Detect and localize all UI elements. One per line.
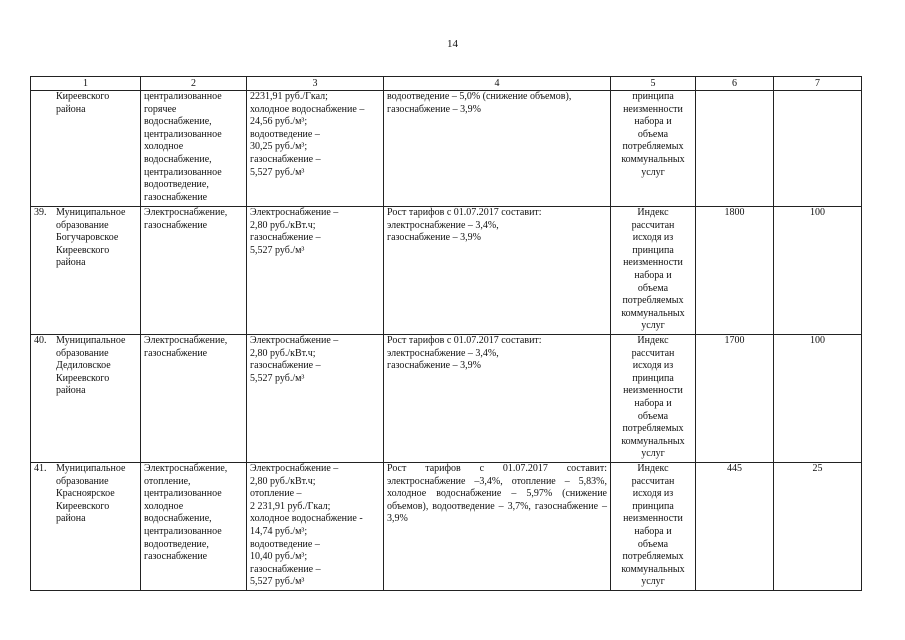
growth-cell: Рост тарифов с 01.07.2017 составит: электроснабжение – 3,4%, газоснабжение – 3,9% xyxy=(384,335,611,463)
index-cell: принципа неизменности набора и объема потребляемых коммунальных услуг xyxy=(611,91,696,207)
services-cell: Электроснабжение, газоснабжение xyxy=(141,207,247,335)
municipality-name: Муниципальное образование Богучаровское Киреевского района xyxy=(56,207,126,269)
tariffs-cell: Электроснабжение – 2,80 руб./кВт.ч; газоснабжение – 5,527 руб./м³ xyxy=(247,335,384,463)
municipality-name: Киреевского района xyxy=(56,91,110,115)
tariffs-cell: Электроснабжение – 2,80 руб./кВт.ч; газоснабжение – 5,527 руб./м³ xyxy=(247,207,384,335)
column-header: 2 xyxy=(141,77,247,91)
col6-cell xyxy=(696,91,774,207)
row-number xyxy=(34,91,56,116)
col6-cell: 1800 xyxy=(696,207,774,335)
col7-cell: 100 xyxy=(774,207,862,335)
row-number: 40. xyxy=(34,335,47,346)
col6-cell: 1700 xyxy=(696,335,774,463)
services-cell: централизованное горячее водоснабжение, централизованное холодное водоснабжение, централизованное водоотведение, газоснабжение xyxy=(141,91,247,207)
index-cell: Индекс рассчитан исходя из принципа неизменности набора и объема потребляемых коммунальных услуг xyxy=(611,463,696,591)
services-cell: Электроснабжение, газоснабжение xyxy=(141,335,247,463)
col7-cell xyxy=(774,91,862,207)
municipality-name: Муниципальное образование Красноярское Киреевского района xyxy=(56,463,126,525)
municipality-name: Муниципальное образование Дедиловское Киреевского района xyxy=(56,335,126,397)
municipality-cell xyxy=(31,335,141,463)
column-header: 4 xyxy=(384,77,611,91)
table-row xyxy=(31,463,862,591)
column-header: 5 xyxy=(611,77,696,91)
column-header: 1 xyxy=(31,77,141,91)
table-header-row xyxy=(31,77,862,91)
column-header: 3 xyxy=(247,77,384,91)
growth-cell: водоотведение – 5,0% (снижение объемов), газоснабжение – 3,9% xyxy=(384,91,611,207)
growth-cell: Рост тарифов с 01.07.2017 составит: электроснабжение –3,4%, отопление – 5,83%, холодное водоснабжение – 5,97% (снижение объемов), водоотведение – 3,7%, газоснабжение – 3,9% xyxy=(384,463,611,591)
col6-cell: 445 xyxy=(696,463,774,591)
table-row xyxy=(31,335,862,463)
growth-cell: Рост тарифов с 01.07.2017 составит: электроснабжение – 3,4%, газоснабжение – 3,9% xyxy=(384,207,611,335)
column-header: 7 xyxy=(774,77,862,91)
municipality-cell xyxy=(31,91,141,207)
table-row xyxy=(31,91,862,207)
tariffs-table xyxy=(30,76,862,591)
column-header: 6 xyxy=(696,77,774,91)
row-number: 41. xyxy=(34,463,47,474)
col7-cell: 25 xyxy=(774,463,862,591)
page-number: 14 xyxy=(447,38,458,50)
services-cell: Электроснабжение, отопление, централизованное холодное водоснабжение, централизованное водоотведение, газоснабжение xyxy=(141,463,247,591)
col7-cell: 100 xyxy=(774,335,862,463)
municipality-cell xyxy=(31,463,141,591)
municipality-cell xyxy=(31,207,141,335)
table-row xyxy=(31,207,862,335)
index-cell: Индекс рассчитан исходя из принципа неизменности набора и объема потребляемых коммунальных услуг xyxy=(611,335,696,463)
tariffs-cell: Электроснабжение – 2,80 руб./кВт.ч; отопление – 2 231,91 руб./Гкал; холодное водоснабжение - 14,74 руб./м³; водоотведение – 10,40 руб./м³; газоснабжение – 5,527 руб./м³ xyxy=(247,463,384,591)
index-cell: Индекс рассчитан исходя из принципа неизменности набора и объема потребляемых коммунальных услуг xyxy=(611,207,696,335)
row-number: 39. xyxy=(34,207,47,218)
tariffs-cell: 2231,91 руб./Гкал; холодное водоснабжение – 24,56 руб./м³; водоотведение – 30,25 руб./м³; газоснабжение – 5,527 руб./м³ xyxy=(247,91,384,207)
